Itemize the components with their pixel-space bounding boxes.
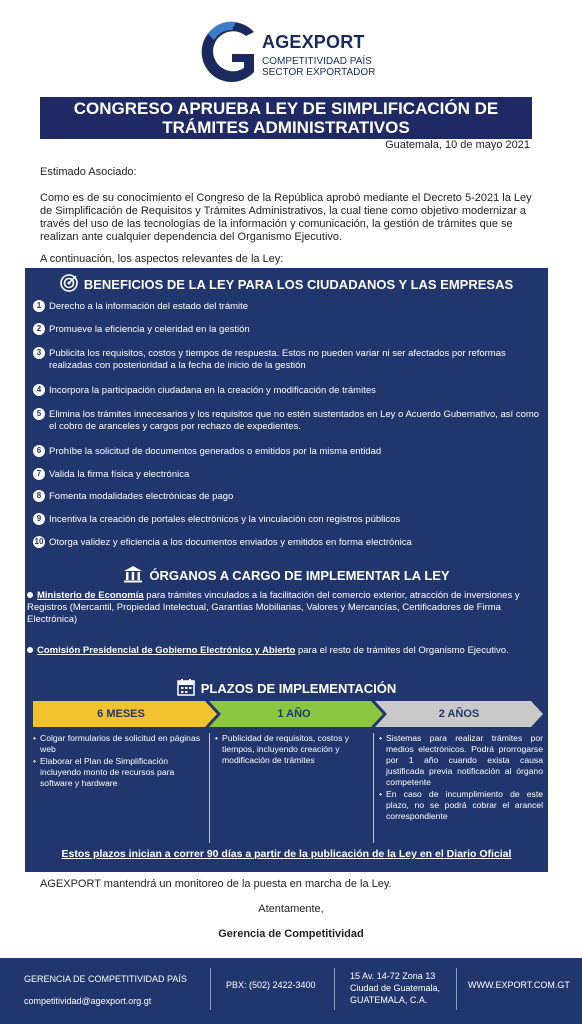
document-date: Guatemala, 10 de mayo 2021 (385, 139, 530, 151)
list-item: • En caso de incumplimiento de este plazo, no se podrá cobrar el arancel correspondiente (379, 789, 543, 822)
number-badge: 5 (33, 408, 45, 420)
number-badge: 4 (33, 384, 45, 396)
footer-divider (334, 968, 335, 1010)
organ-description: para trámites vinculados a la facilitación del comercio exterior, atracción de inversiones y Registros (Mercantil, Propiedad Intelectual, Garantías Mobiliarias, Valores y Mercancías, Certificadores de Firma Electrónica) (27, 590, 520, 625)
list-item: • Colgar formularios de solicitud en páginas web (33, 733, 201, 755)
calendar-icon (177, 678, 195, 699)
organ-item-economia (25, 590, 548, 626)
number-badge: 1 (33, 300, 45, 312)
list-item (33, 446, 543, 458)
organs-heading (25, 565, 548, 586)
organ-name: Comisión Presidencial de Gobierno Electrónico y Abierto (37, 645, 296, 656)
stage-label: 2 AÑOS (438, 708, 480, 720)
logo-g-mark-icon (196, 14, 260, 90)
benefit-text: Promueve la eficiencia y celeridad en la gestión (49, 324, 250, 335)
number-badge: 8 (33, 490, 45, 502)
list-item (33, 537, 543, 549)
organ-description: para el resto de trámites del Organismo Ejecutivo. (295, 645, 509, 656)
number-badge: 10 (34, 537, 44, 546)
benefit-text: Elimina los trámites innecesarios y los requisitos que no estén sustentados en Ley o Acuerdo Gubernativo, así como el cobro de aranceles y cargos por rechazo de expedientes. (49, 409, 540, 432)
intro-paragraph: Como es de su conocimiento el Congreso de la República aprobó mediante el Decreto 5-2021 la Ley de Simplificación de Requisitos y Trámites Administrativos, la cual tiene como objetivo modernizar a través del uso de las tecnologías de la información y comunicación, la gestión de trámites que se realizan ante cualquier dependencia del Organismo Ejecutivo. (40, 192, 532, 243)
number-badge: 9 (33, 513, 45, 525)
column-divider (373, 733, 374, 843)
stage-label: 6 MESES (97, 708, 145, 720)
timeline (33, 701, 543, 727)
monitor-paragraph: AGEXPORT mantendrá un monitoreo de la puesta en marcha de la Ley. (40, 878, 392, 890)
target-icon (60, 274, 78, 295)
benefit-text: Valida la firma física y electrónica (49, 469, 190, 480)
bullet-icon (27, 592, 33, 598)
benefit-text: Otorga validez y eficiencia a los documentos enviados y emitidos en forma electrónica (49, 537, 412, 548)
address-line: Ciudad de Guatemala, (350, 983, 441, 993)
organ-name: Ministerio de Economía (37, 590, 144, 601)
benefits-heading (25, 274, 548, 295)
list-item (33, 324, 543, 336)
number-badge: 7 (33, 468, 45, 480)
list-item: • Elaborar el Plan de Simplificación incluyendo monto de recursos para software y hardware (33, 756, 201, 789)
signature: Gerencia de Competitividad (218, 928, 364, 940)
benefit-text: Fomenta modalidades electrónicas de pago (49, 491, 234, 502)
title-line-1: CONGRESO APRUEBA LEY DE SIMPLIFICACIÓN DE (73, 99, 499, 118)
list-item: • Sistemas para realizar trámites por medios electrónicos. Podrá prorrogarse por 1 año cuando exista causa justificada previa notificación al órgano competente (379, 733, 543, 788)
list-item (33, 301, 543, 313)
footer-email-link[interactable]: competitividad@agexport.org.gt (24, 996, 152, 1006)
list-item (33, 469, 543, 481)
summary-panel (25, 268, 548, 872)
number-badge: 6 (33, 445, 45, 457)
footer-department: GERENCIA DE COMPETITIVIDAD PAÍS (24, 974, 187, 984)
footer-divider (210, 968, 211, 1010)
footer-website-link[interactable]: WWW.EXPORT.COM.GT (468, 980, 570, 990)
list-item: • Publicidad de requisitos, costos y tiempos, incluyendo creación y modificación de trámites (215, 733, 367, 766)
agexport-logo (196, 14, 396, 90)
list-item (33, 514, 543, 526)
plazo-column-1-anio (215, 733, 367, 767)
closing: Atentamente, (258, 903, 324, 915)
footer (0, 958, 582, 1024)
logo-tagline-2: SECTOR EXPORTADOR (262, 67, 376, 78)
title-line-2: TRÁMITES ADMINISTRATIVOS (162, 118, 410, 137)
list-item (33, 409, 543, 433)
logo-name: AGEXPORT (262, 32, 365, 52)
address-line: 15 Av. 14-72 Zona 13 (350, 971, 436, 981)
benefits-heading-text: BENEFICIOS DE LA LEY PARA LOS CIUDADANOS Y LAS EMPRESAS (83, 277, 514, 292)
benefit-text: Derecho a la información del estado del trámite (49, 301, 249, 312)
logo-tagline (262, 56, 375, 78)
plazo-column-6-meses (33, 733, 201, 790)
column-divider (209, 733, 210, 843)
footer-phone: PBX: (502) 2422-3400 (226, 980, 316, 990)
stage-label: 1 AÑO (277, 708, 311, 720)
greeting: Estimado Asociado: (40, 166, 137, 178)
benefit-text: Publicita los requisitos, costos y tiempos de respuesta. Estos no pueden variar ni ser afectados por reformas realizadas con posterioridad a la fecha de inicio de la gestión (49, 348, 506, 371)
plazos-heading (25, 678, 548, 699)
plazo-column-2-anios (379, 733, 543, 823)
list-item (33, 385, 543, 397)
plazos-note: Estos plazos inician a correr 90 días a partir de la publicación de la Ley en el Diario Oficial (61, 848, 512, 860)
footer-address (350, 970, 440, 1006)
lead-paragraph: A continuación, los aspectos relevantes de la Ley: (40, 253, 284, 265)
benefit-text: Incorpora la participación ciudadana en la creación y modificación de trámites (49, 385, 376, 396)
benefit-text: Prohíbe la solicitud de documentos generados o emitidos por la misma entidad (49, 446, 382, 457)
page-title (40, 97, 532, 139)
benefit-text: Incentiva la creación de portales electrónicos y la vinculación con registros públicos (49, 514, 401, 525)
building-icon (123, 565, 143, 586)
list-item (33, 348, 543, 372)
footer-divider (456, 968, 457, 1010)
address-line: GUATEMALA, C.A. (350, 995, 428, 1005)
logo-tagline-1: COMPETITIVIDAD PAÍS (262, 56, 372, 67)
number-badge: 2 (33, 323, 45, 335)
plazos-heading-text: PLAZOS DE IMPLEMENTACIÓN (200, 681, 397, 696)
bullet-icon (27, 647, 33, 653)
number-badge: 3 (33, 347, 45, 359)
organs-heading-text: ÓRGANOS A CARGO DE IMPLEMENTAR LA LEY (149, 568, 450, 583)
organ-item-comision (25, 645, 548, 657)
list-item (33, 491, 543, 503)
